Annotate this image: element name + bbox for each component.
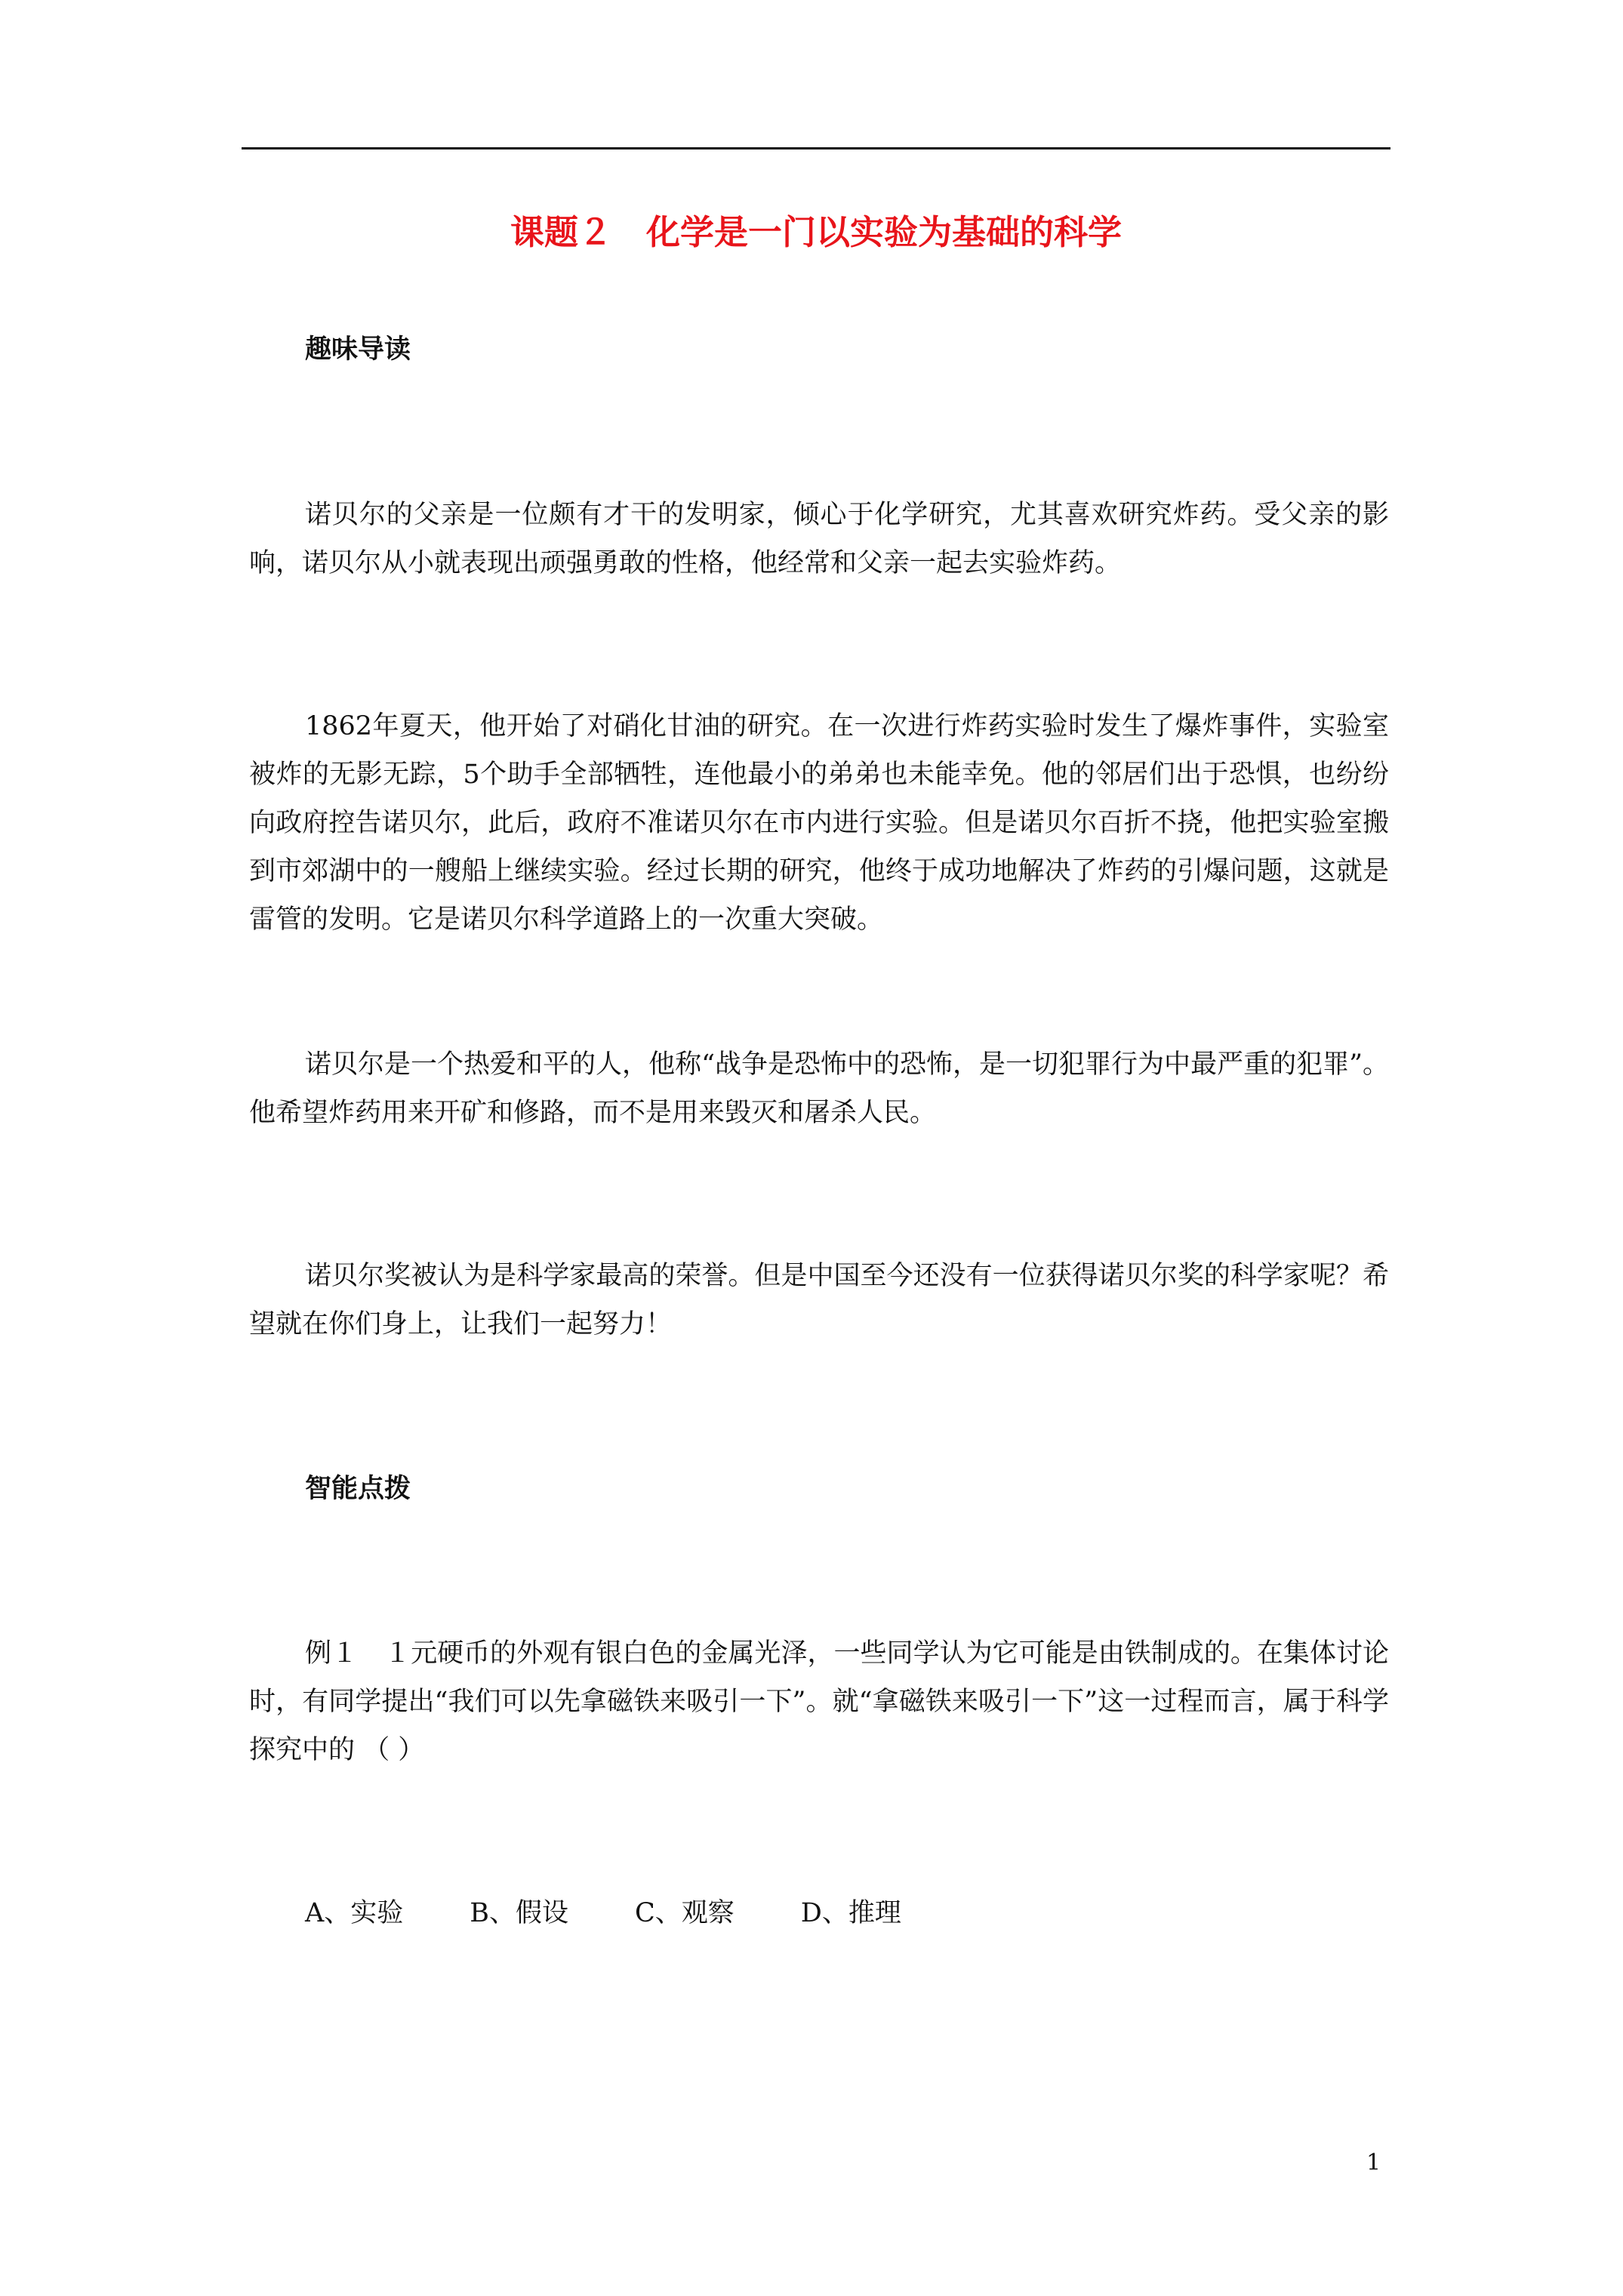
header-rule (242, 147, 1390, 149)
option-c: C、观察 (635, 1898, 735, 1928)
option-d: D、推理 (800, 1898, 901, 1928)
answer-options (305, 1889, 968, 1937)
example-question: 例１ １元硬币的外观有银白色的金属光泽，一些同学认为它可能是由铁制成的。在集体讨论时，有同学提出“我们可以先拿磁铁来吸引一下”。就“拿磁铁来吸引一下”这一过程而言，属于科学探究中的 （ ） (249, 1638, 1389, 1765)
section-heading-tips: 智能点拨 (305, 1473, 411, 1504)
paragraph-4: 诺贝尔奖被认为是科学家最高的荣誉。但是中国至今还没有一位获得诺贝尔奖的科学家呢？希望就在你们身上，让我们一起努力！ (249, 1261, 1389, 1339)
paragraph-3: 诺贝尔是一个热爱和平的人，他称“战争是恐怖中的恐怖，是一切犯罪行为中最严重的犯罪”。他希望炸药用来开矿和修路，而不是用来毁灭和屠杀人民。 (249, 1049, 1389, 1128)
paragraph-2: 1862年夏天，他开始了对硝化甘油的研究。在一次进行炸药实验时发生了爆炸事件，实验室被炸的无影无踪，5个助手全部牺牲，连他最小的弟弟也未能幸免。他的邻居们出于恐惧，也纷纷向政府控告诺贝尔，此后，政府不准诺贝尔在市内进行实验。但是诺贝尔百折不挠，他把实验室搬到市郊湖中的一艘船上继续实验。经过长期的研究，他终于成功地解决了炸药的引爆问题，这就是雷管的发明。它是诺贝尔科学道路上的一次重大突破。 (249, 711, 1389, 935)
page-title: 课题２ 化学是一门以实验为基础的科学 (510, 212, 1122, 252)
option-b: B、假设 (470, 1898, 569, 1928)
section-heading-reading: 趣味导读 (305, 334, 411, 365)
paragraph-1: 诺贝尔的父亲是一位颇有才干的发明家，倾心于化学研究，尤其喜欢研究炸药。受父亲的影响，诺贝尔从小就表现出顽强勇敢的性格，他经常和父亲一起去实验炸药。 (249, 500, 1389, 578)
option-a: A、实验 (305, 1898, 404, 1928)
page-number: 1 (1366, 2150, 1381, 2176)
